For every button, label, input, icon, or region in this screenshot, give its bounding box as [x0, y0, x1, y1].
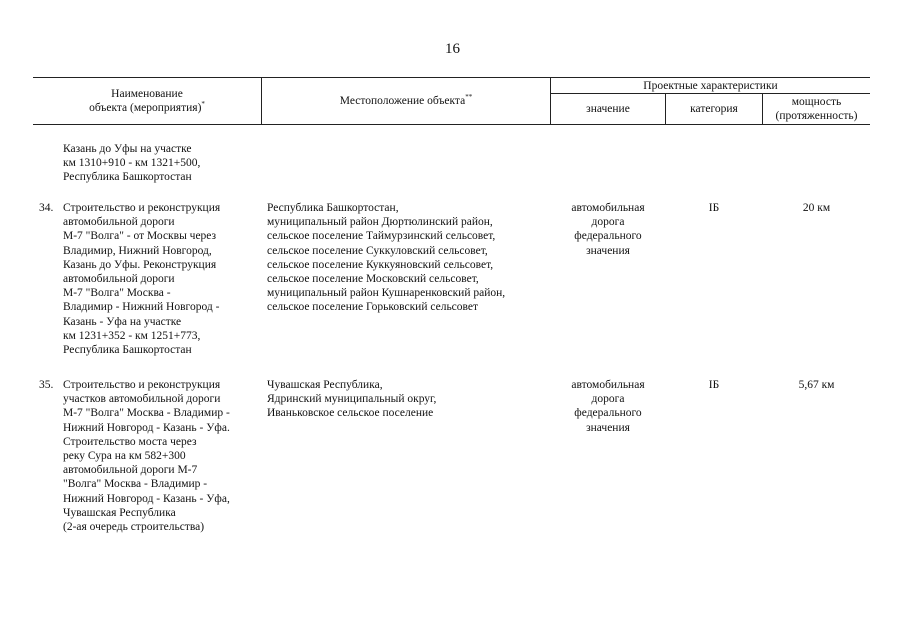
text-line: Строительство и реконструкция	[63, 202, 221, 214]
footnote-marker: **	[465, 93, 473, 102]
text-line: Республика Башкортостан	[63, 171, 192, 184]
text-line: Казань до Уфы на участке	[63, 143, 192, 155]
text-line: М-7 "Волга" Москва - Владимир -	[63, 407, 230, 420]
header-name-line: Наименование	[111, 88, 183, 100]
header-value-column: значение	[586, 103, 630, 115]
text-line: Владимир, Нижний Новгород,	[63, 244, 212, 257]
row-category: IБ	[708, 202, 720, 214]
text-line: значения	[586, 421, 630, 434]
text-line: Республика Башкортостан	[63, 344, 192, 357]
text-line: Строительство и реконструкция	[63, 379, 221, 391]
text-line: дорога	[591, 216, 625, 229]
text-line: Чувашская Республика,	[267, 379, 383, 391]
text-line: сельское поселение Суккуловский сельсовет,	[267, 244, 488, 257]
text-line: сельское поселение Горьковский сельсовет	[267, 301, 479, 314]
row-capacity: 5,67 км	[798, 379, 835, 391]
row-name	[63, 201, 220, 357]
row-category: IБ	[708, 379, 720, 391]
text-line: федерального	[574, 407, 642, 420]
text-line: автомобильная	[571, 202, 645, 214]
header-capacity-line: (протяженность)	[775, 110, 858, 122]
row-location	[267, 378, 436, 421]
row-number: 34.	[39, 202, 54, 214]
header-capacity-line: мощность	[791, 96, 842, 108]
text-line: Чувашская Республика	[63, 506, 176, 519]
header-location-column	[262, 94, 550, 108]
text-line: муниципальный район Дюртюлинский район,	[267, 216, 493, 229]
text-line: автомобильной дороги М-7	[63, 464, 198, 477]
text-line: М-7 "Волга" - от Москвы через	[63, 230, 217, 243]
footnote-marker: *	[201, 100, 205, 109]
text-line: Казань - Уфа на участке	[63, 315, 182, 328]
row-capacity: 20 км	[802, 202, 831, 214]
row-number: 35.	[39, 379, 54, 391]
row-name	[63, 378, 230, 534]
text-line: Иваньковское сельское поселение	[267, 407, 434, 420]
text-line: Республика Башкортостан,	[267, 202, 399, 214]
header-location-label: Местоположение объекта	[339, 95, 466, 107]
text-line: "Волга" Москва - Владимир -	[63, 478, 208, 491]
row-value	[551, 201, 665, 258]
header-name-column	[33, 87, 261, 115]
text-line: (2-ая очередь строительства)	[63, 521, 205, 534]
text-line: автомобильной дороги	[63, 216, 175, 229]
text-line: участков автомобильной дороги	[63, 393, 221, 406]
text-line: автомобильной дороги	[63, 273, 175, 286]
text-line: км 1310+910 - км 1321+500,	[63, 157, 201, 170]
row-value	[551, 378, 665, 435]
header-design-group: Проектные характеристики	[643, 80, 778, 92]
text-line: сельское поселение Московский сельсовет,	[267, 273, 479, 286]
text-line: Строительство моста через	[63, 435, 197, 448]
text-line: Нижний Новгород - Казань - Уфа.	[63, 421, 230, 434]
text-line: дорога	[591, 393, 625, 406]
text-line: км 1231+352 - км 1251+773,	[63, 329, 201, 342]
text-line: автомобильная	[571, 379, 645, 391]
continuation-name	[63, 142, 200, 185]
text-line: Казань до Уфы. Реконструкция	[63, 258, 217, 271]
row-location	[267, 201, 505, 315]
text-line: Нижний Новгород - Казань - Уфа,	[63, 492, 230, 505]
table-header	[33, 77, 870, 125]
text-line: муниципальный район Кушнаренковский район,	[267, 287, 506, 300]
header-capacity-column	[763, 95, 870, 123]
header-name-line: объекта (мероприятия)	[89, 102, 202, 114]
text-line: М-7 "Волга" Москва -	[63, 287, 171, 300]
page-number: 16	[445, 41, 460, 57]
header-divider	[550, 93, 870, 94]
header-category-column: категория	[690, 103, 738, 115]
text-line: реку Сура на км 582+300	[63, 450, 186, 463]
text-line: сельское поселение Таймурзинский сельсовет,	[267, 230, 496, 243]
text-line: значения	[586, 244, 630, 257]
text-line: федерального	[574, 230, 642, 243]
text-line: Владимир - Нижний Новгород -	[63, 301, 220, 314]
text-line: Ядринский муниципальный округ,	[267, 393, 437, 406]
text-line: сельское поселение Куккуяновский сельсовет,	[267, 258, 494, 271]
